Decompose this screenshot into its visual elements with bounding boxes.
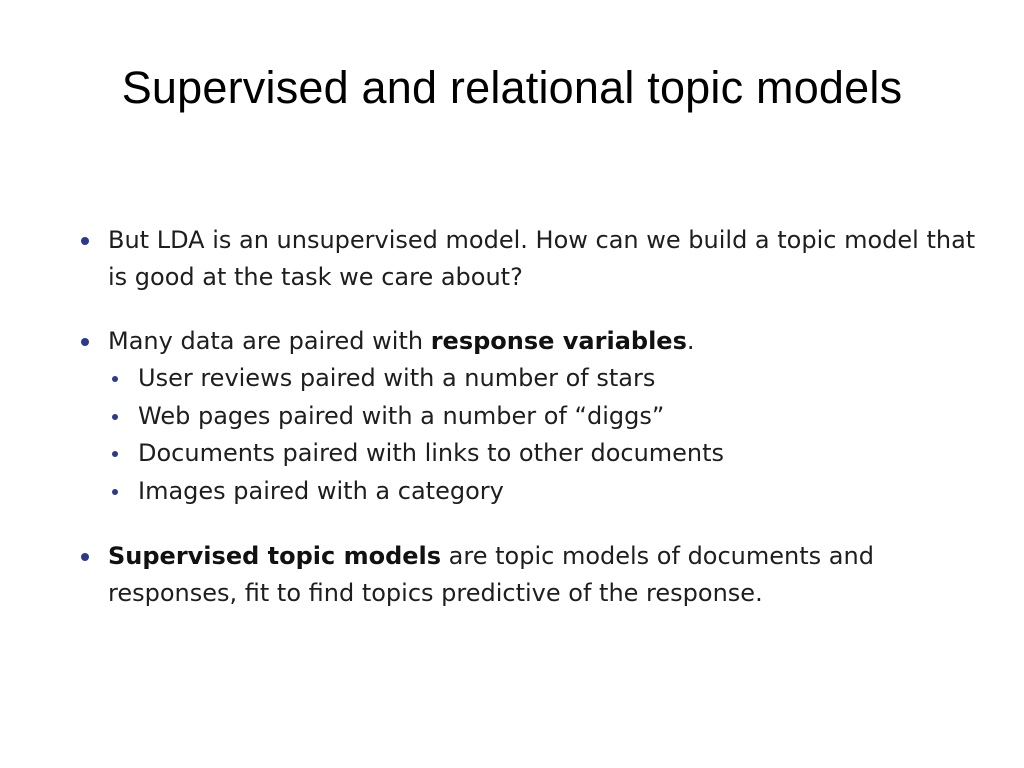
sub-bullet-text: Documents paired with links to other documents [138, 439, 725, 467]
sub-bullet-item [108, 473, 998, 511]
bullet-bold-term: Supervised topic models [108, 542, 442, 570]
sub-bullet-dot-icon [112, 376, 118, 382]
bullet-text-suffix: are topic models of documents and responses, fit to find topics predictive of the response. [108, 542, 874, 607]
sub-bullet-text: User reviews paired with a number of stars [138, 364, 656, 392]
bullet-item [78, 222, 998, 296]
bullet-item [78, 323, 998, 360]
bullet-dot-icon [81, 237, 89, 245]
sub-bullet-dot-icon [112, 489, 118, 495]
bullet-bold-term: response variables [430, 327, 687, 355]
sub-bullet-text: Images paired with a category [138, 476, 504, 505]
slide-title: Supervised and relational topic models [121, 62, 903, 113]
sub-bullet-list [78, 360, 998, 510]
bullet-text-prefix: Many data are paired with [108, 327, 431, 355]
sub-bullet-text: Web pages paired with a number of “diggs” [138, 401, 665, 430]
sub-bullet-item [108, 435, 998, 473]
sub-bullet-dot-icon [112, 414, 118, 420]
bullet-dot-icon [81, 553, 89, 561]
bullet-text-suffix: . [686, 327, 695, 355]
bullet-item [78, 538, 998, 612]
bullet-dot-icon [81, 338, 89, 346]
sub-bullet-item [108, 360, 998, 398]
bullet-text: But LDA is an unsupervised model. How can we build a topic model that is good at the task we care about? [108, 226, 976, 291]
sub-bullet-dot-icon [112, 451, 118, 457]
bullet-list [78, 222, 998, 612]
sub-bullet-item [108, 398, 998, 436]
